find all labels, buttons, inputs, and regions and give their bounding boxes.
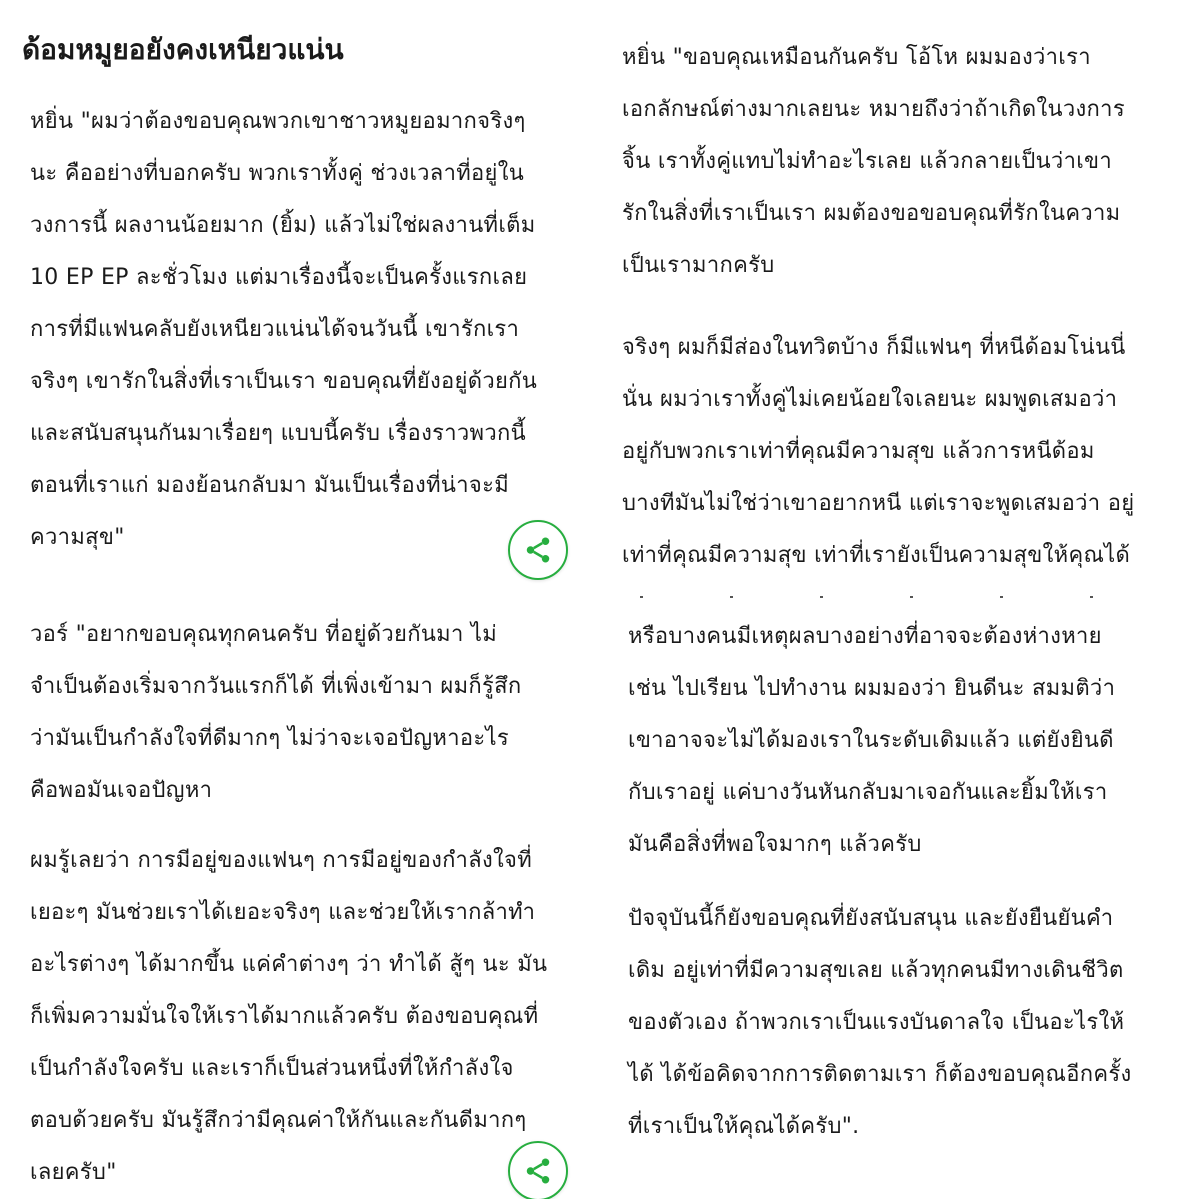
text-line: วงการนี้ ผลงานน้อยมาก (ยิ้ม) แล้วไม่ใช่ผลงานที่เต็ม [30, 213, 536, 238]
text-line: ความสุข" [30, 525, 125, 550]
share-icon [523, 535, 553, 565]
quote-paragraph [30, 96, 580, 564]
body-paragraph [622, 322, 1192, 582]
body-text [628, 611, 1193, 871]
text-line: 10 EP EP ละชั่วโมง แต่มาเรื่องนี้จะเป็นครั้งแรกเลย [30, 265, 528, 290]
body-text [30, 835, 580, 1199]
text-line: จริงๆ เขารักในสิ่งที่เราเป็นเรา ขอบคุณที่ยังอยู่ด้วยกัน [30, 369, 538, 394]
text-line: กับเราอยู่ แค่บางวันหันกลับมาเจอกันและยิ้มให้เรา [628, 780, 1108, 805]
text-line: ว่ามันเป็นกำลังใจที่ดีมากๆ ไม่ว่าจะเจอปัญหาอะไร [30, 726, 509, 751]
panel-top-left [0, 0, 590, 598]
body-text [628, 893, 1193, 1153]
text-line: หรือบางคนมีเหตุผลบางอย่างที่อาจจะต้องห่างหาย [628, 624, 1102, 649]
text-line: อะไรต่างๆ ได้มากขึ้น แค่คำต่างๆ ว่า ทำได้ สู้ๆ นะ มัน [30, 952, 548, 977]
text-line: ก็เพิ่มความมั่นใจให้เราได้มากแล้วครับ ต้องขอบคุณที่ [30, 1004, 539, 1029]
quote-text [622, 32, 1192, 292]
text-line: นะ คืออย่างที่บอกครับ พวกเราทั้งคู่ ช่วงเวลาที่อยู่ใน [30, 161, 525, 186]
text-line: ตอบด้วยครับ มันรู้สึกว่ามีคุณค่าให้กันและกันดีมากๆ [30, 1108, 527, 1133]
share-button[interactable] [508, 1141, 568, 1199]
text-line: หยิ่น "ขอบคุณเหมือนกันครับ โอ้โห ผมมองว่าเรา [622, 45, 1091, 70]
text-line: คือพอมันเจอปัญหา [30, 778, 213, 803]
body-paragraph [30, 835, 580, 1199]
text-line: อยู่กับพวกเราเท่าที่คุณมีความสุข แล้วการหนีด้อม [622, 439, 1095, 464]
quote-paragraph [30, 609, 580, 817]
text-line: หยิ่น "ผมว่าต้องขอบคุณพวกเขาชาวหมูยอมากจริงๆ [30, 109, 526, 134]
text-line: ที่เราเป็นให้คุณได้ครับ". [628, 1114, 860, 1139]
text-line: เช่น ไปเรียน ไปทำงาน ผมมองว่า ยินดีนะ สมมติว่า [628, 676, 1116, 701]
text-line: เอกลักษณ์ต่างมากเลยนะ หมายถึงว่าถ้าเกิดในวงการ [622, 97, 1125, 122]
text-line: เขาอาจจะไม่ได้มองเราในระดับเดิมแล้ว แต่ยังยินดี [628, 728, 1114, 753]
quote-text [30, 609, 580, 817]
panel-bottom-left [0, 605, 590, 1199]
text-line: รักในสิ่งที่เราเป็นเรา ผมต้องขอขอบคุณที่รักในความ [622, 201, 1121, 226]
text-line: มันคือสิ่งที่พอใจมากๆ แล้วครับ [628, 832, 922, 857]
text-line: ตอนที่เราแก่ มองย้อนกลับมา มันเป็นเรื่องที่น่าจะมี [30, 473, 509, 498]
panel-bottom-right [600, 605, 1200, 1199]
quote-text [30, 96, 580, 564]
text-line: เยอะๆ มันช่วยเราได้เยอะจริงๆ และช่วยให้เรากล้าทำ [30, 900, 536, 925]
share-icon [523, 1156, 553, 1186]
text-line: วอร์ "อยากขอบคุณทุกคนครับ ที่อยู่ด้วยกันมา ไม่ [30, 622, 498, 647]
body-text [622, 322, 1192, 582]
text-line: เดิม อยู่เท่าที่มีความสุขเลย แล้วทุกคนมีทางเดินชีวิต [628, 958, 1124, 983]
text-line: เป็นกำลังใจครับ และเราก็เป็นส่วนหนึ่งที่ให้กำลังใจ [30, 1056, 514, 1081]
text-line: จริงๆ ผมก็มีส่องในทวิตบ้าง ก็มีแฟนๆ ที่หนีด้อมโน่นนี่ [622, 335, 1126, 360]
text-line: ของตัวเอง ถ้าพวกเราเป็นแรงบันดาลใจ เป็นอะไรให้ [628, 1010, 1125, 1035]
text-line: การที่มีแฟนคลับยังเหนียวแน่นได้จนวันนี้ เขารักเรา [30, 317, 520, 342]
text-line: และสนับสนุนกันมาเรื่อยๆ แบบนี้ครับ เรื่องราวพวกนี้ [30, 421, 526, 446]
text-line: เป็นเรามากครับ [622, 253, 775, 278]
text-line: นั่น ผมว่าเราทั้งคู่ไม่เคยน้อยใจเลยนะ ผมพูดเสมอว่า [622, 387, 1118, 412]
text-line: ปัจจุบันนี้ก็ยังขอบคุณที่ยังสนับสนุน และยังยืนยันคำ [628, 906, 1114, 931]
text-line: จิ้น เราทั้งคู่แทบไม่ทำอะไรเลย แล้วกลายเป็นว่าเขา [622, 149, 1113, 174]
share-button[interactable] [508, 520, 568, 580]
text-line: บางทีมันไม่ใช่ว่าเขาอยากหนี แต่เราจะพูดเสมอว่า อยู่ [622, 491, 1135, 516]
quote-paragraph [622, 32, 1192, 292]
panel-top-right [600, 0, 1200, 598]
article-heading: ด้อมหมูยอยังคงเหนียวแน่น [22, 33, 344, 66]
body-paragraph [628, 611, 1193, 871]
cropped-text-edge [640, 596, 1180, 598]
text-line: ผมรู้เลยว่า การมีอยู่ของแฟนๆ การมีอยู่ของกำลังใจที่ [30, 848, 533, 873]
text-line: เลยครับ" [30, 1160, 117, 1185]
text-line: เท่าที่คุณมีความสุข เท่าที่เรายังเป็นความสุขให้คุณได้ [622, 543, 1131, 568]
body-paragraph [628, 893, 1193, 1153]
text-line: ได้ ได้ข้อคิดจากการติดตามเรา ก็ต้องขอบคุณอีกครั้ง [628, 1062, 1132, 1087]
text-line: จำเป็นต้องเริ่มจากวันแรกก็ได้ ที่เพิ่งเข้ามา ผมก็รู้สึก [30, 674, 522, 699]
